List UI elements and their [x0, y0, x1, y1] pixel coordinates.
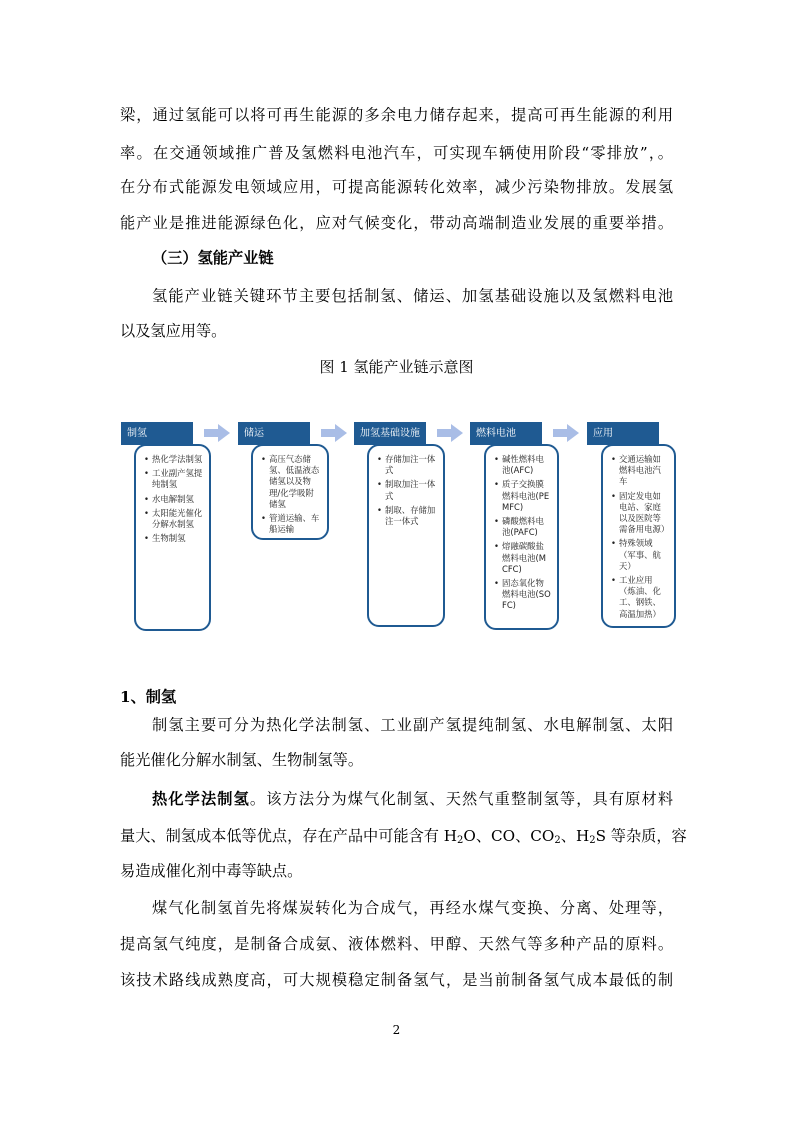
stage-item-list: [142, 454, 203, 544]
paragraph-line: 在分布式能源发电领域应用，可提高能源转化效率，减少污染物排放。发展氢: [120, 178, 673, 196]
flow-arrow-icon: [321, 424, 347, 442]
stage-item: • 交通运输如燃料电池汽车: [609, 454, 668, 488]
stage-header: 制氢: [121, 422, 193, 445]
figure-title: 图 1 氢能产业链示意图: [319, 358, 474, 376]
subscript: 2: [589, 835, 596, 846]
stage-item: • 管道运输、车船运输: [259, 513, 321, 535]
stage-item: • 碱性燃料电池(AFC): [492, 454, 551, 476]
paragraph-line: 梁，通过氢能可以将可再生能源的多余电力储存起来，提高可再生能源的利用: [120, 106, 673, 124]
text-span: S 等杂质，容: [595, 827, 687, 845]
stage-header: 加氢基础设施: [354, 422, 426, 445]
stage-item: • 制取加注一体式: [375, 479, 437, 501]
paragraph-line: 率。在交通领域推广普及氢燃料电池汽车，可实现车辆使用阶段“零排放”，。: [120, 144, 673, 162]
page-number: 2: [392, 1023, 401, 1037]
paragraph-line: 以及氢应用等。: [120, 322, 227, 340]
stage-item: • 固态氧化物燃料电池(SOFC): [492, 578, 551, 612]
stage-item: • 水电解制氢: [142, 494, 203, 505]
stage-item: • 太阳能光催化分解水制氢: [142, 508, 203, 530]
stage-item: • 特殊领域（军事、航天）: [609, 538, 668, 572]
paragraph-line: 提高氢气纯度，是制备合成氨、液体燃料、甲醇、天然气等多种产品的原料。: [120, 935, 673, 953]
flow-arrow-icon: [437, 424, 463, 442]
stage-box: [134, 444, 211, 631]
stage-item: • 生物制氢: [142, 533, 203, 544]
stage-box: [601, 444, 676, 628]
stage-box: [251, 444, 329, 540]
stage-item: • 工业应用（炼油、化工、钢铁、高温加热）: [609, 575, 668, 620]
stage-item-list: [609, 454, 668, 620]
subscript: 2: [554, 835, 561, 846]
stage-header: 应用: [587, 422, 659, 445]
subscript: 2: [457, 835, 464, 846]
paragraph-line: 煤气化制氢首先将煤炭转化为合成气，再经水煤气变换、分离、处理等，: [152, 899, 673, 917]
flow-arrow-icon: [204, 424, 230, 442]
subsection-heading: 1、制氢: [120, 688, 177, 706]
paragraph-line: 易造成催化剂中毒等缺点。: [120, 862, 303, 880]
stage-item: • 热化学法制氢: [142, 454, 203, 465]
paragraph-line: 制氢主要可分为热化学法制氢、工业副产氢提纯制氢、水电解制氢、太阳: [152, 716, 673, 734]
text-span: O、CO、CO: [463, 827, 555, 845]
bold-term: 热化学法制氢: [152, 790, 250, 808]
stage-item-list: [259, 454, 321, 535]
flow-arrow-icon: [553, 424, 579, 442]
stage-box: [484, 444, 559, 630]
stage-item: • 存储加注一体式: [375, 454, 437, 476]
stage-item: • 高压气态储氢、低温液态储氢以及物理/化学吸附储氢: [259, 454, 321, 510]
stage-item: • 工业副产氢提纯制氢: [142, 468, 203, 490]
stage-box: [367, 444, 445, 627]
section-heading: （三）氢能产业链: [152, 249, 274, 267]
paragraph-line: 能产业是推进能源绿色化，应对气候变化，带动高端制造业发展的重要举措。: [120, 214, 673, 232]
stage-item: • 固定发电如电站、家庭以及医院等需备用电源）: [609, 491, 668, 536]
stage-item-list: [375, 454, 437, 527]
stage-item: • 熔融碳酸盐燃料电池(MCFC): [492, 541, 551, 575]
stage-header: 燃料电池: [470, 422, 542, 445]
stage-item: • 制取、存储加注一体式: [375, 505, 437, 527]
stage-item: • 质子交换膜燃料电池(PEMFC): [492, 479, 551, 513]
paragraph-line: 该技术路线成熟度高，可大规模稳定制备氢气，是当前制备氢气成本最低的制: [120, 971, 673, 989]
stage-header: 储运: [238, 422, 310, 445]
paragraph-line: 能光催化分解水制氢、生物制氢等。: [120, 751, 363, 769]
text-span: 、H: [560, 827, 590, 845]
stage-item: • 磷酸燃料电池(PAFC): [492, 516, 551, 538]
text-span: 。该方法分为煤气化制氢、天然气重整制氢等，具有原材料: [249, 790, 674, 808]
paragraph-line: [152, 789, 673, 809]
stage-item-list: [492, 454, 551, 612]
paragraph-line: 氢能产业链关键环节主要包括制氢、储运、加氢基础设施以及氢燃料电池: [152, 287, 673, 305]
paragraph-line: [120, 826, 687, 846]
text-span: 量大、制氢成本低等优点，存在产品中可能含有 H: [120, 827, 458, 845]
